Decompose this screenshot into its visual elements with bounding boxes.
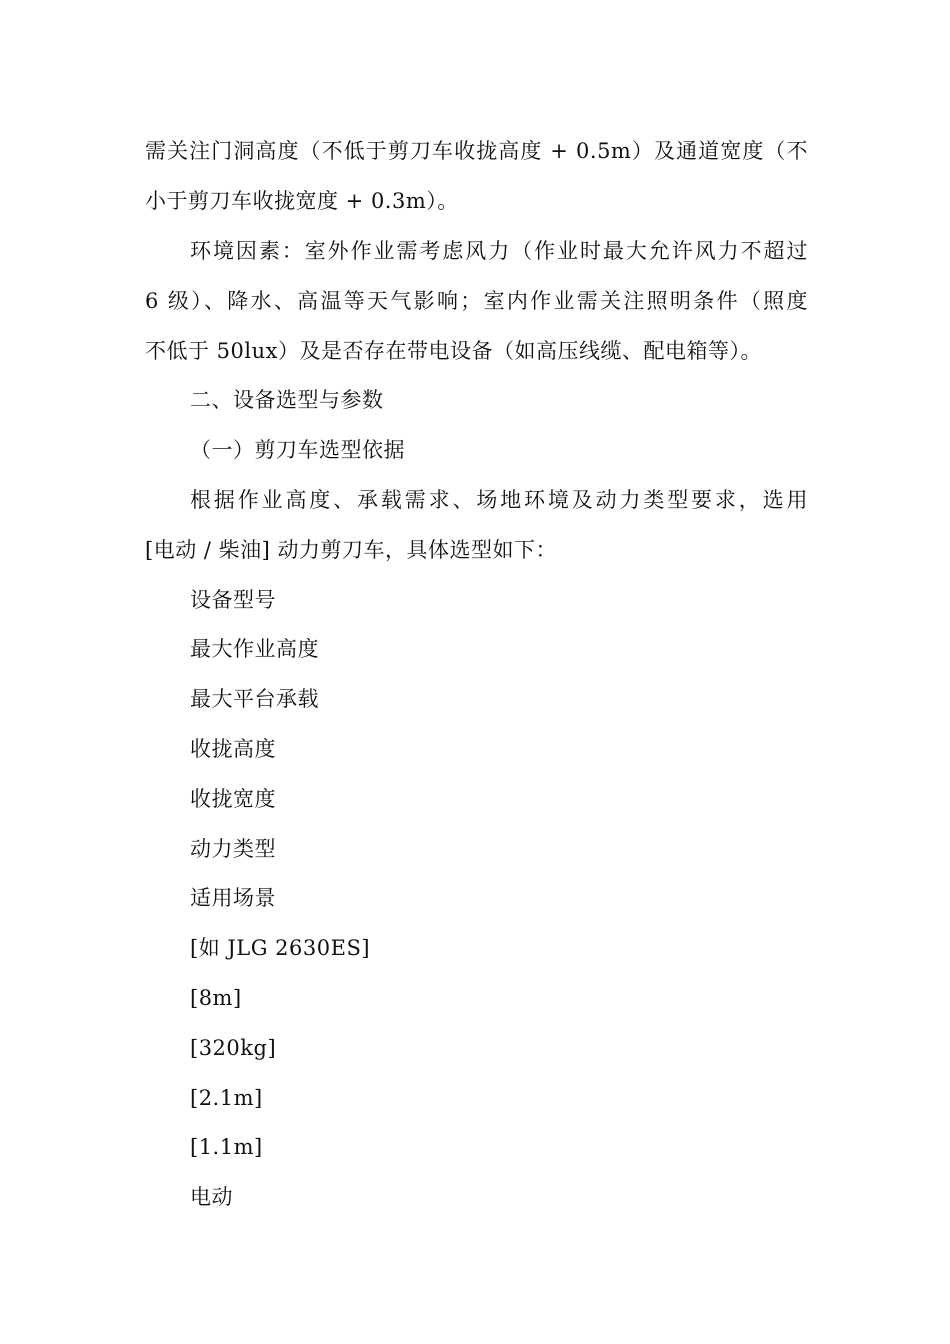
paragraph-line: 6 级）、降水、高温等天气影响；室内作业需关注照明条件（照度 (145, 289, 808, 313)
paragraph-line: 需关注门洞高度（不低于剪刀车收拢高度 + 0.5m）及通道宽度（不 (145, 139, 808, 163)
section-heading: 二、设备选型与参数 (190, 388, 384, 412)
spec-label: 动力类型 (190, 837, 276, 861)
spec-label: 收拢高度 (190, 737, 276, 761)
spec-value: [2.1m] (190, 1086, 263, 1110)
spec-value: [8m] (190, 986, 242, 1010)
spec-label: 适用场景 (190, 886, 276, 910)
spec-value: 电动 (190, 1185, 233, 1209)
spec-label: 最大作业高度 (190, 637, 319, 661)
paragraph-line: 小于剪刀车收拢宽度 + 0.3m）。 (145, 189, 459, 213)
paragraph-line: 不低于 50lux）及是否存在带电设备（如高压线缆、配电箱等）。 (145, 339, 762, 363)
spec-label: 收拢宽度 (190, 787, 276, 811)
spec-value: [320kg] (190, 1036, 277, 1060)
paragraph-line: [电动 / 柴油] 动力剪刀车，具体选型如下： (145, 538, 557, 562)
subsection-heading: （一）剪刀车选型依据 (190, 438, 405, 462)
spec-value: [如 JLG 2630ES] (190, 936, 371, 960)
spec-label: 最大平台承载 (190, 687, 319, 711)
paragraph-line: 根据作业高度、承载需求、场地环境及动力类型要求，选用 (190, 488, 808, 512)
spec-value: [1.1m] (190, 1135, 263, 1159)
spec-label: 设备型号 (190, 588, 276, 612)
paragraph-line: 环境因素：室外作业需考虑风力（作业时最大允许风力不超过 (190, 239, 808, 263)
